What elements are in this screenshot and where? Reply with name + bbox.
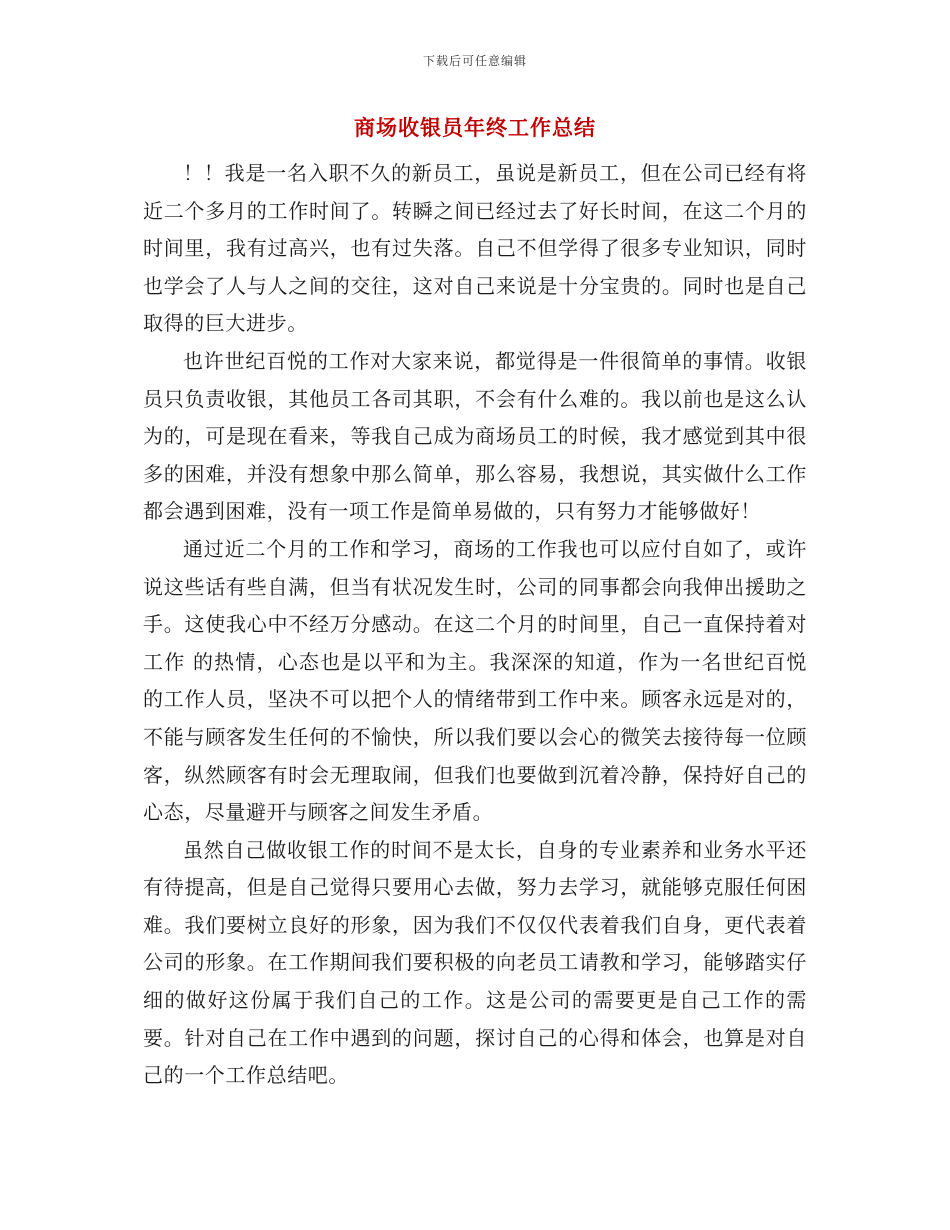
document-body bbox=[143, 155, 807, 1095]
paragraph-2: 也许世纪百悦的工作对大家来说，都觉得是一件很简单的事情。收银员只负责收银，其他员工各司其职，不会有什么难的。我以前也是这么认为的，可是现在看来，等我自己成为商场员工的时候，我才感觉到其中很多的困难，并没有想象中那么简单，那么容易，我想说，其实做什么工作都会遇到困难，没有一项工作是简单易做的，只有努力才能够做好！ bbox=[143, 348, 807, 524]
paragraph-3: 通过近二个月的工作和学习，商场的工作我也可以应付自如了，或许说这些话有些自满，但当有状况发生时，公司的同事都会向我伸出援助之手。这使我心中不经万分感动。在这二个月的时间里，自己一直保持着对工作 的热情，心态也是以平和为主。我深深的知道，作为一名世纪百悦的工作人员，坚决不可以把个人的情绪带到工作中来。顾客永远是对的，不能与顾客发生任何的不愉快，所以我们要以会心的微笑去接待每一位顾客，纵然顾客有时会无理取闹，但我们也要做到沉着冷静，保持好自己的心态，尽量避开与顾客之间发生矛盾。 bbox=[143, 536, 807, 825]
paragraph-1: ！！我是一名入职不久的新员工，虽说是新员工，但在公司已经有将近二个多月的工作时间了。转瞬之间已经过去了好长时间，在这二个月的时间里，我有过高兴，也有过失落。自己不但学得了很多专业知识，同时也学会了人与人之间的交往，这对自己来说是十分宝贵的。同时也是自己取得的巨大进步。 bbox=[143, 161, 807, 336]
page-title: 商场收银员年终工作总结 bbox=[354, 115, 596, 140]
paragraph-4: 虽然自己做收银工作的时间不是太长，自身的专业素养和业务水平还有待提高，但是自己觉得只要用心去做，努力去学习，就能够克服任何困难。我们要树立良好的形象，因为我们不仅仅代表着我们自身，更代表着公司的形象。在工作期间我们要积极的向老员工请教和学习，能够踏实仔细的做好这份属于我们自己的工作。这是公司的需要更是自己工作的需要。针对自己在工作中遇到的问题，探讨自己的心得和体会，也算是对自己的一个工作总结吧。 bbox=[143, 837, 807, 1088]
header-note: 下载后可任意编辑 bbox=[422, 54, 527, 68]
